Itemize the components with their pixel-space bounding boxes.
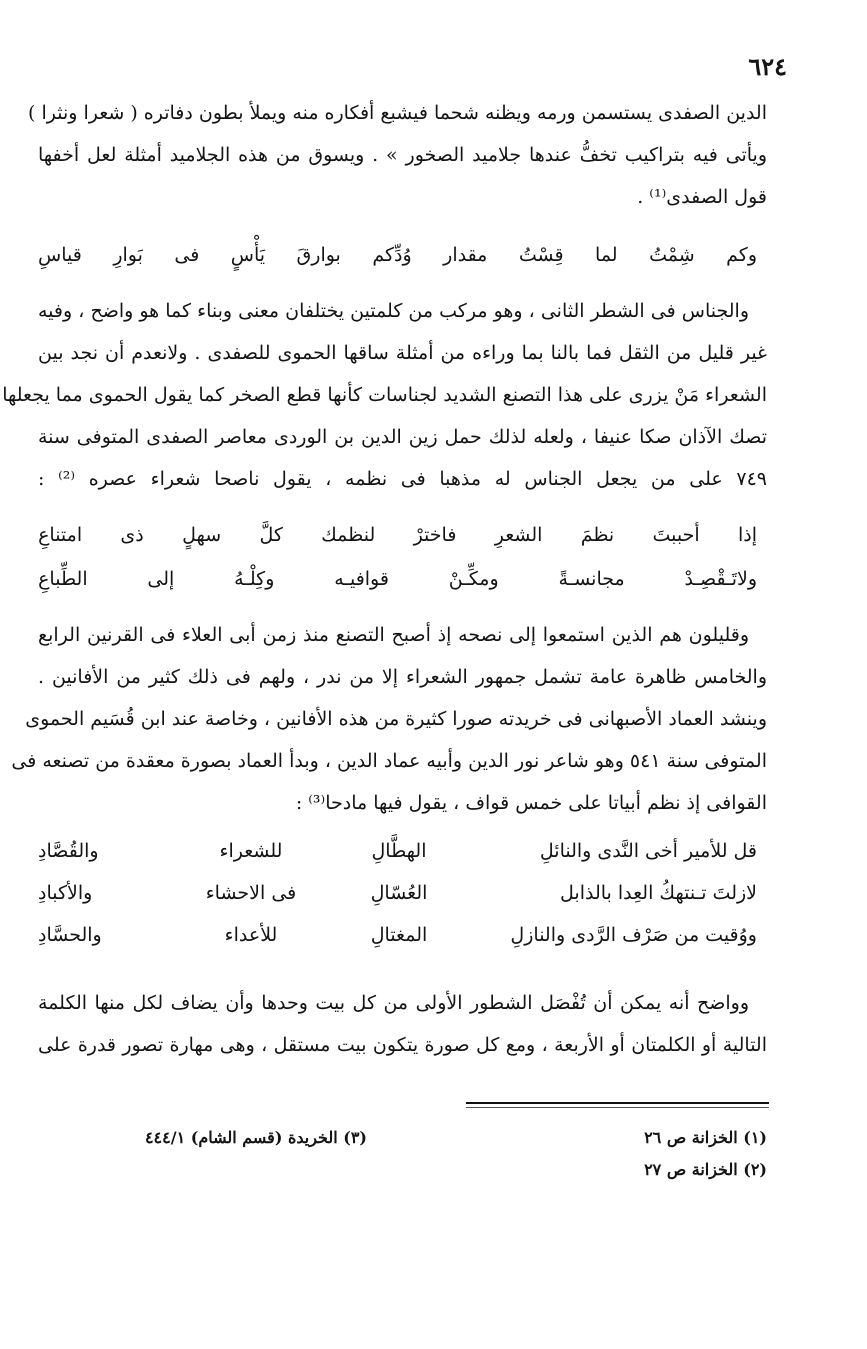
verse-segment: للأعداء [224,924,278,946]
paragraph-line: ويأتى فيه بتراكيب تخفُّ عندها جلاميد الصخور » . ويسوق من هذه الجلاميد أمثلة لعل أخفها [38,144,767,166]
paragraph-line: قول الصفدى⁽¹⁾ . [637,186,767,208]
paragraph-line: وقليلون هم الذين استمعوا إلى نصحه إذ أصبح التصنع منذ زمن أبى العلاء فى القرنين الرابع [38,624,749,646]
verse-word: وُدِّكم [372,244,412,266]
verse-word: مجانسـةً [558,568,625,590]
verse-segment: لازلتَ تـنتهكُ العِدا بالذابل [560,882,757,904]
verse-segment: العُسّالِ [370,882,428,904]
verse-word: وكِلْـهُ [234,568,275,590]
paragraph-line: ٧٤٩ على من يجعل الجناس له مذهبا فى نظمه ، يقول ناصحا شعراء عصره ⁽²⁾ : [38,468,768,490]
verse-line [38,840,757,862]
paragraph-line: تصك الآذان صكا عنيفا ، ولعله لذلك حمل زين الدين بن الوردى معاصر الصفدى المتوفى سنة [38,426,767,448]
verse-segment: والقُصَّادِ [38,840,99,862]
verse-line [38,568,757,590]
verse-line [38,524,757,546]
verse-word: ومكِّـنْ [448,568,499,590]
verse-word: لما [595,244,618,266]
footnote: (٣) الخريدة (قسم الشام) ٤٤٤/١ [144,1128,367,1147]
verse-word: سهلٍ [182,524,222,546]
verse-word: الطِّباعِ [38,568,88,590]
verse-line [38,924,757,946]
verse-segment: قل للأمير أخى النَّدى والنائلِ [539,840,757,862]
verse-segment: والحسَّادِ [38,924,102,946]
footnote: (١) الخزانة ص ٢٦ [644,1128,767,1147]
verse-word: لنظمك [321,524,376,546]
verse-word: أحببتَ [652,524,700,546]
verse-word: بَوارِ [113,244,143,266]
paragraph-line: وينشد العماد الأصبهانى فى خريدته صورا كثيرة من هذه الأفانين ، وخاصة عند ابن قُسَيم الحموى [25,708,767,730]
verse-word: وكم [726,244,757,266]
verse-word: كلَّ [259,524,283,546]
paragraph-line: المتوفى سنة ٥٤١ وهو شاعر نور الدين وأبيه عماد الدين ، وبدأ العماد بصورة معقدة من تصنعه فى [11,750,767,772]
verse-segment: فى الاحشاء [205,882,297,904]
paragraph-line: والخامس ظاهرة عامة تشمل جمهور الشعراء إلا من ندر ، ولهم فى ذلك كثير من الأفانين . [38,666,767,688]
verse-word: ولاتَـقْصِـدْ [684,568,757,590]
verse-word: امتناعِ [38,524,83,546]
verse-word: إذا [737,524,757,546]
verse-line [38,882,757,904]
verse-segment: الهطَّالِ [371,840,427,862]
verse-word: قوافيـه [334,568,389,590]
footnote: (٢) الخزانة ص ٢٧ [644,1160,767,1179]
paragraph-line: الدين الصفدى يستسمن ورمه ويظنه شحما فيشبع أفكاره منه ويملأ بطون دفاتره ( شعرا ونثرا ) [28,102,767,124]
verse-word: فاخترْ [413,524,457,546]
verse-segment: ووُقيت من صَرْف الرَّدى والنازلِ [510,924,757,946]
verse-word: قياسِ [38,244,82,266]
paragraph-line: وواضح أنه يمكن أن تُفْصَل الشطور الأولى من كل بيت وحدها وأن يضاف لكل منها الكلمة [38,992,749,1014]
verse-word: إلى [147,568,175,590]
verse-word: يَأْسٍ [230,244,266,266]
paragraph-line: غير قليل من الثقل فما بالنا بما وراءه من أمثلة ساقها الحموى للصفدى . ولانعدم أن نجد بين [38,342,767,364]
verse-word: ذى [120,524,144,546]
verse-segment: للشعراء [219,840,283,862]
verse-word: الشعرِ [494,524,543,546]
verse-word: مقدار [443,244,488,266]
paragraph-line: الشعراء مَنْ يزرى على هذا التصنع الشديد لجناسات كأنها قطع الصخر كما يقول الحموى مما يجعلها [2,384,767,406]
footnote-rule [466,1102,769,1104]
verse-word: نظمَ [580,524,615,546]
verse-word: بوارقَ [296,244,341,266]
paragraph-line: والجناس فى الشطر الثانى ، وهو مركب من كلمتين يختلفان معنى وبناء كما هو واضح ، وفيه [38,300,749,322]
paragraph-line: القوافى إذ نظم أبياتا على خمس قواف ، يقول فيها مادحا⁽³⁾ : [295,792,767,814]
verse-line [38,244,757,266]
verse-word: قِسْتُ [518,244,564,266]
verse-segment: والأكبادِ [38,882,93,904]
verse-segment: المغتالِ [370,924,428,946]
verse-word: شِمْتُ [649,244,695,266]
verse-word: فى [174,244,200,266]
footnote-rule-thin [466,1107,769,1108]
page-number: ٦٢٤ [748,52,787,81]
paragraph-line: التالية أو الكلمتان أو الأربعة ، ومع كل صورة يتكون بيت مستقل ، وهى مهارة تصور قدرة على [38,1034,767,1056]
